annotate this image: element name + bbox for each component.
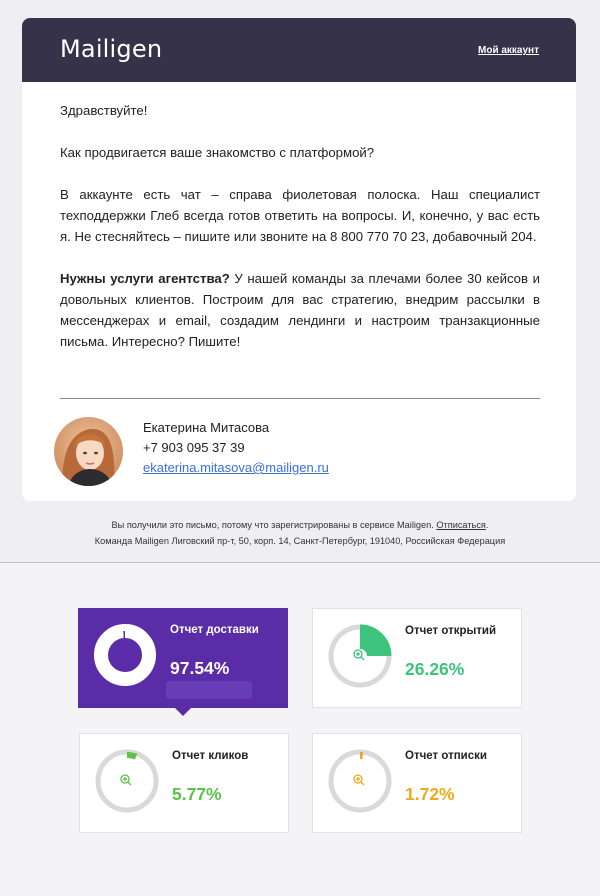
delivery-value: 97.54% <box>170 658 230 678</box>
signature-text <box>143 418 443 478</box>
zoom-in-icon <box>121 775 131 785</box>
clicks-value: 5.77% <box>172 784 222 804</box>
report-stats <box>0 563 600 896</box>
unsubscribes-label: Отчет отписки <box>405 750 487 762</box>
unsubscribe-link[interactable]: Отписаться <box>436 520 486 530</box>
delivery-label: Отчет доставки <box>170 624 259 636</box>
footer-line1: Вы получили это письмо, потому что зарегистрированы в сервисе Mailigen. Отписаться. <box>111 520 489 530</box>
zoom-in-icon <box>354 650 364 660</box>
clicks-report-tile[interactable] <box>79 733 289 833</box>
zoom-in-icon <box>354 775 364 785</box>
agency-paragraph <box>60 268 540 352</box>
delivery-report-tile[interactable] <box>78 608 288 708</box>
signature-phone: +7 903 095 37 39 <box>143 440 245 455</box>
footer-address: Команда Mailigen Лиговский пр-т, 50, корп. 14, Санкт-Петербург, 191040, Российская Федерация <box>94 536 506 546</box>
chat-paragraph: В аккаунте есть чат – справа фиолетовая полоска. Наш специалист техподдержки Глеб всегда готов ответить на вопросы. И, конечно, у вас есть я. Не стесняйтесь – пишите или звоните на 8 800 770 70 23, добавочный 204. <box>60 187 540 244</box>
email-card <box>22 18 576 501</box>
opens-value: 26.26% <box>405 659 465 679</box>
signature-email-link[interactable]: ekaterina.mitasova@mailigen.ru <box>143 460 329 475</box>
agency-text: У нашей команды за плечами более 30 кейсов и довольных клиентов. Построим для вас стратегию, внедрим рассылки в мессенджерах и email, создадим лендинги и настроим транзакционные письма. Интересно? Пишите! <box>60 271 540 349</box>
divider <box>60 398 540 399</box>
opens-label: Отчет открытий <box>405 625 497 637</box>
active-pointer <box>174 707 192 716</box>
unsubscribes-report-tile[interactable] <box>312 733 522 833</box>
clicks-label: Отчет кликов <box>172 750 249 762</box>
delivery-ring <box>92 622 158 688</box>
clicks-ring <box>94 748 160 814</box>
blurred-detail <box>166 681 252 699</box>
avatar <box>54 417 123 486</box>
opens-report-tile[interactable] <box>312 608 522 708</box>
footer-note <box>0 517 600 549</box>
email-body <box>60 100 540 373</box>
unsubscribes-value: 1.72% <box>405 784 455 804</box>
unsubscribes-ring <box>327 748 393 814</box>
signature-name: Екатерина Митасова <box>143 420 270 435</box>
mailigen-logo: Mailigen <box>60 35 163 63</box>
agency-heading: Нужны услуги агентства? <box>60 271 230 286</box>
my-account-link[interactable]: Мой аккаунт <box>478 45 539 56</box>
question-text: Как продвигается ваше знакомство с платформой? <box>60 145 375 160</box>
email-header <box>22 18 576 82</box>
opens-ring <box>327 623 393 689</box>
greeting-text: Здравствуйте! <box>60 103 148 118</box>
